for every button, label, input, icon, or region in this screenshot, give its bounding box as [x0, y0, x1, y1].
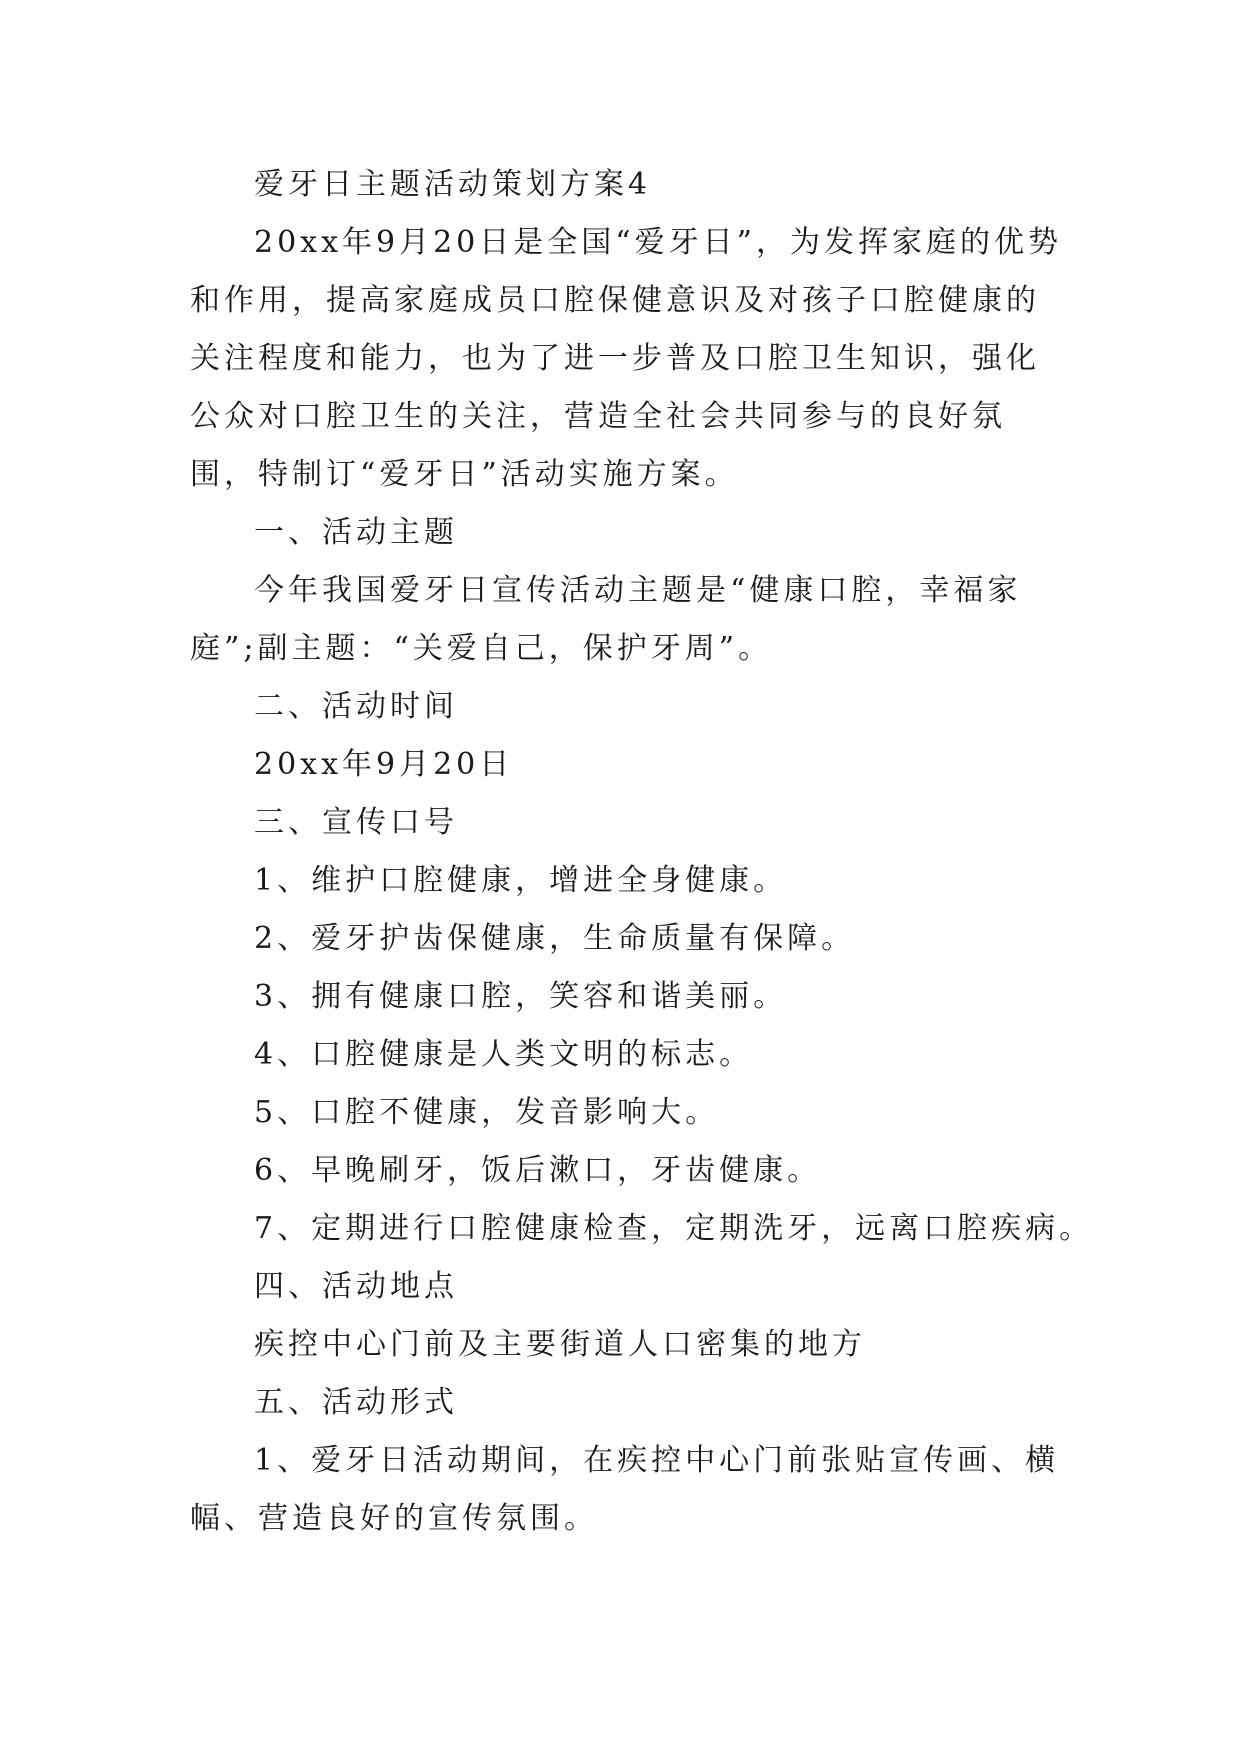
slogan-item: 6、早晚刷牙，饭后漱口，牙齿健康。 — [254, 1153, 822, 1188]
document-title: 爱牙日主题活动策划方案4 — [254, 167, 652, 202]
section-heading-slogans: 三、宣传口号 — [254, 805, 458, 840]
document-body — [190, 156, 1094, 1548]
slogan-item: 1、维护口腔健康，增进全身健康。 — [254, 863, 788, 898]
section-heading-format: 五、活动形式 — [254, 1385, 458, 1420]
intro-paragraph: 20xx年9月20日是全国“爱牙日”，为发挥家庭的优势和作用，提高家庭成员口腔保健意识及对孩子口腔健康的关注程度和能力，也为了进一步普及口腔卫生知识，强化公众对口腔卫生的关注，营造全社会共同参与的良好氛围，特制订“爱牙日”活动实施方案。 — [190, 225, 1062, 492]
time-paragraph: 20xx年9月20日 — [254, 747, 514, 782]
format-item: 1、爱牙日活动期间，在疾控中心门前张贴宣传画、横幅、营造良好的宣传氛围。 — [190, 1443, 1060, 1536]
slogan-item: 7、定期进行口腔健康检查，定期洗牙，远离口腔疾病。 — [254, 1211, 1094, 1246]
section-heading-time: 二、活动时间 — [254, 689, 458, 724]
theme-paragraph: 今年我国爱牙日宣传活动主题是“健康口腔，幸福家庭”;副主题：“关爱自己，保护牙周”。 — [190, 573, 1022, 666]
section-heading-theme: 一、活动主题 — [254, 515, 458, 550]
section-heading-location: 四、活动地点 — [254, 1269, 458, 1304]
location-paragraph: 疾控中心门前及主要街道人口密集的地方 — [254, 1327, 866, 1362]
slogan-item: 2、爱牙护齿保健康，生命质量有保障。 — [254, 921, 856, 956]
slogan-item: 4、口腔健康是人类文明的标志。 — [254, 1037, 754, 1072]
slogan-item: 3、拥有健康口腔，笑容和谐美丽。 — [254, 979, 788, 1014]
slogan-item: 5、口腔不健康，发音影响大。 — [254, 1095, 720, 1130]
